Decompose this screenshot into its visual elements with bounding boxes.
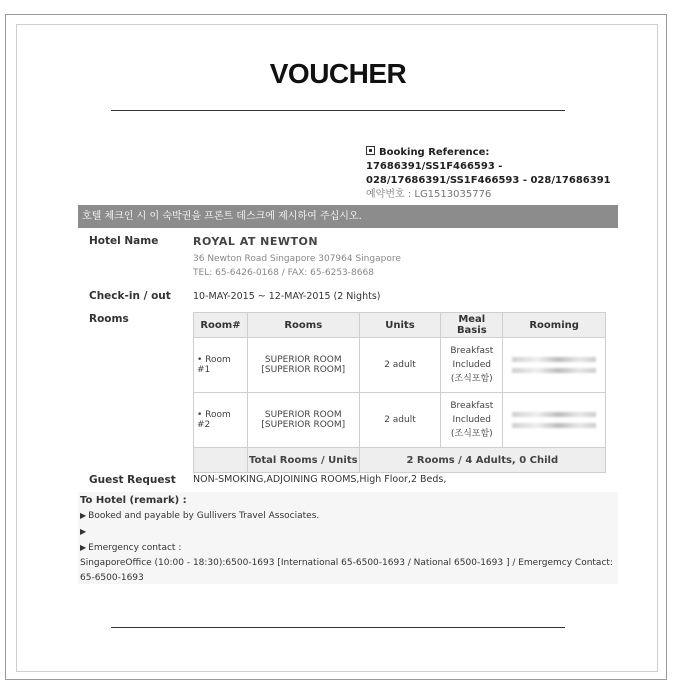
meal-line: Breakfast <box>450 346 494 356</box>
column-header-rooming: Rooming <box>503 313 606 338</box>
reservation-number: 예약번호 : LG1513035776 <box>366 189 492 200</box>
guest-request-value: NON-SMOKING,ADJOINING ROOMS,High Floor,2 Beds, <box>193 474 447 485</box>
remark-line <box>80 524 616 540</box>
checkbox-square-icon <box>366 146 375 155</box>
hotel-name: ROYAL AT NEWTON <box>193 235 319 248</box>
column-header-units: Units <box>359 313 441 338</box>
room-type-line: [SUPERIOR ROOM] <box>261 365 346 375</box>
table-total-row <box>194 448 606 473</box>
meal-basis <box>441 393 503 448</box>
total-empty-cell <box>194 448 248 473</box>
rooms-table <box>193 312 606 473</box>
table-row <box>194 393 606 448</box>
meal-line: (조식포함) <box>450 374 493 384</box>
redacted-guest-names <box>512 368 596 373</box>
booking-reference: Booking Reference: 17686391/SS1F466593 - 028/17686391/SS1F466593 - 028/17686391 <box>366 147 611 186</box>
total-value: 2 Rooms / 4 Adults, 0 Child <box>359 448 605 473</box>
redacted-guest-names <box>512 357 596 362</box>
footer-divider <box>111 627 565 628</box>
bullet-triangle-icon: ▶ <box>80 543 87 552</box>
room-number: • Room #2 <box>194 393 248 448</box>
rooms-label: Rooms <box>89 313 129 325</box>
remark-text: Booked and payable by Gullivers Travel Associates. <box>88 511 320 521</box>
room-units: 2 adult <box>359 393 441 448</box>
hotel-address-block <box>193 252 401 280</box>
remark-heading: To Hotel (remark) : <box>80 495 187 506</box>
column-header-rooms: Rooms <box>247 313 359 338</box>
redacted-guest-names <box>512 412 596 417</box>
table-row <box>194 338 606 393</box>
checkin-dates: 10-MAY-2015 ~ 12-MAY-2015 (2 Nights) <box>193 291 381 302</box>
guest-request-label: Guest Request <box>89 474 176 486</box>
voucher-title: VOUCHER <box>269 58 407 89</box>
room-type-line: SUPERIOR ROOM <box>264 410 342 420</box>
remark-emergency-detail: SingaporeOffice (10:00 - 18:30):6500-1693 [International 65-6500-1693 / National 6500-1693 ] / Emergemcy Contact: <box>80 558 613 568</box>
total-label: Total Rooms / Units <box>247 448 359 473</box>
room-units: 2 adult <box>359 338 441 393</box>
column-header-meal-basis: Meal Basis <box>441 313 503 338</box>
room-type-line: [SUPERIOR ROOM] <box>261 420 346 430</box>
rooming-redacted <box>503 393 606 448</box>
remark-emergency-number: 65-6500-1693 <box>80 573 144 583</box>
room-type-line: SUPERIOR ROOM <box>264 355 342 365</box>
checkin-label: Check-in / out <box>89 290 171 302</box>
hotel-name-label: Hotel Name <box>89 235 159 247</box>
title-divider <box>111 110 565 111</box>
column-header-room-number: Room# <box>194 313 248 338</box>
room-number: • Room #1 <box>194 338 248 393</box>
remark-text: Emergency contact : <box>88 543 182 553</box>
checkin-instruction-banner: 호텔 체크인 시 이 숙박권을 프론트 데스크에 제시하여 주십시오. <box>78 205 618 228</box>
room-type <box>247 393 359 448</box>
meal-line: Included <box>452 415 492 425</box>
remark-line <box>80 508 616 524</box>
bullet-triangle-icon: ▶ <box>80 511 87 520</box>
rooms-table-header <box>194 313 606 338</box>
hotel-contact: TEL: 65-6426-0168 / FAX: 65-6253-8668 <box>193 268 374 278</box>
remark-box <box>78 492 618 584</box>
meal-line: Included <box>452 360 492 370</box>
redacted-guest-names <box>512 423 596 428</box>
meal-basis <box>441 338 503 393</box>
remark-line <box>80 540 616 556</box>
bullet-triangle-icon: ▶ <box>80 527 87 536</box>
meal-line: Breakfast <box>450 401 494 411</box>
room-type <box>247 338 359 393</box>
hotel-address: 36 Newton Road Singapore 307964 Singapore <box>193 254 401 264</box>
booking-reference-block <box>366 146 616 202</box>
meal-line: (조식포함) <box>450 429 493 439</box>
rooming-redacted <box>503 338 606 393</box>
